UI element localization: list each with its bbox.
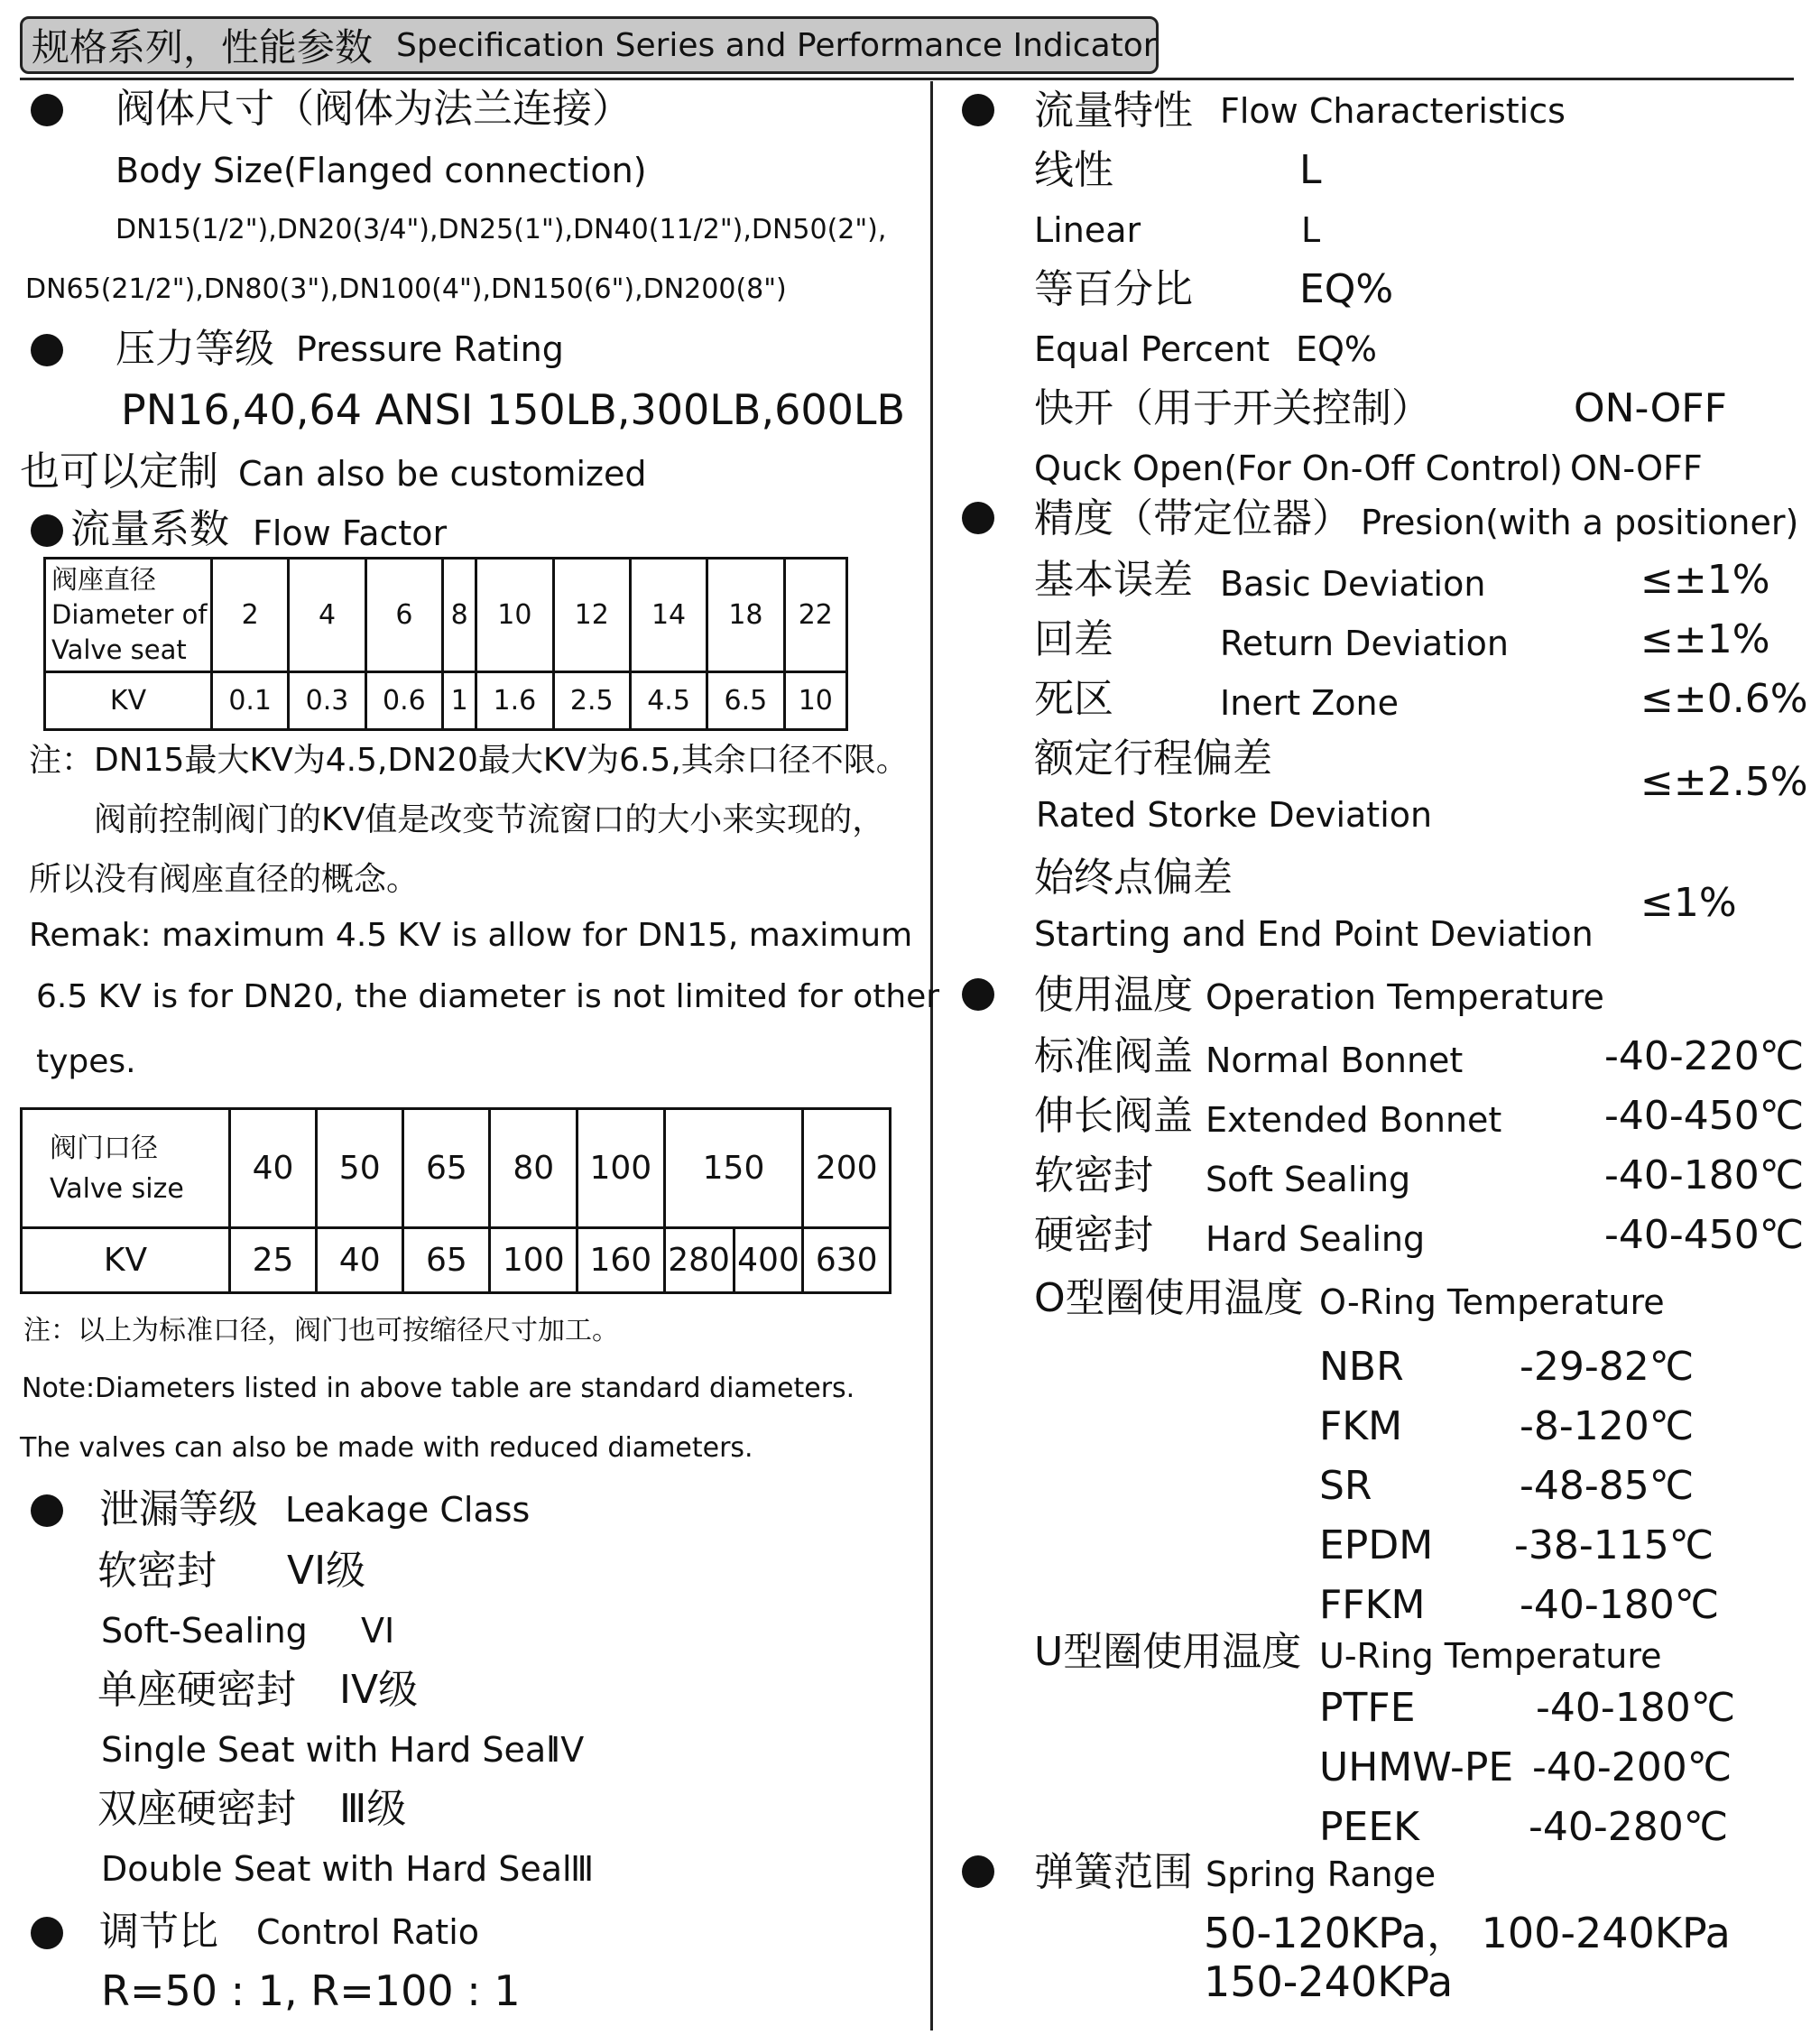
- temp-row-en: Normal Bonnet: [1206, 1041, 1464, 1080]
- temp-row-val: -40-450℃: [1604, 1093, 1805, 1139]
- kv-cell: 400: [734, 1228, 803, 1293]
- size-cell: 200: [803, 1109, 891, 1228]
- bullet-icon: [31, 334, 63, 366]
- table-row: [45, 672, 847, 730]
- kv-cell: 630: [803, 1228, 891, 1293]
- pressure-title-en: Pressure Rating: [296, 329, 564, 369]
- return-en: Return Deviation: [1220, 624, 1509, 663]
- dead-zh: 死区: [1034, 676, 1113, 722]
- seat-label-cell: [45, 559, 212, 672]
- control-ratio-title-zh: 调节比: [99, 1909, 218, 1955]
- kv-cell: 0.6: [365, 672, 442, 730]
- kv-cell: 160: [577, 1228, 665, 1293]
- uring-name: PEEK: [1319, 1804, 1419, 1850]
- temp-title-zh: 使用温度: [1034, 972, 1193, 1018]
- size-cell: 80: [490, 1109, 577, 1228]
- seat-label-en2: Valve seat: [51, 634, 187, 666]
- kv-cell: 4.5: [630, 672, 707, 730]
- seat-cell: 4: [289, 559, 365, 672]
- bullet-icon: [962, 978, 994, 1011]
- pressure-value: PN16,40,64 ANSI 150LB,300LB,600LB: [121, 385, 906, 434]
- rated-zh: 额定行程偏差: [1034, 735, 1272, 782]
- table-row: [22, 1109, 891, 1228]
- size-cell: 65: [403, 1109, 490, 1228]
- flow-note-zh-3: 所以没有阀座直径的概念。: [29, 861, 420, 898]
- leakage-soft-en: Soft-Sealing: [101, 1611, 308, 1651]
- seat-label-zh: 阀座直径: [51, 563, 157, 595]
- eq-en: Equal Percent: [1034, 329, 1270, 369]
- oring-val: -8-120℃: [1520, 1403, 1695, 1449]
- temp-row-en: Hard Sealing: [1206, 1219, 1426, 1259]
- valve-label-en: Valve size: [50, 1172, 184, 1205]
- flow-factor-title-en: Flow Factor: [253, 513, 448, 553]
- kv-cell: 2.5: [553, 672, 630, 730]
- kv-label-cell: KV: [22, 1228, 230, 1293]
- leakage-title-en: Leakage Class: [285, 1490, 531, 1530]
- temp-row-zh: 硬密封: [1034, 1212, 1153, 1258]
- leakage-double-en-val: Ⅲ: [570, 1849, 595, 1889]
- eq-en-val: EQ%: [1296, 329, 1378, 369]
- oring-name: EPDM: [1319, 1522, 1434, 1568]
- flow-note-en-3: types.: [36, 1043, 136, 1080]
- seat-cell: 18: [707, 559, 784, 672]
- leakage-soft-en-val: VI: [361, 1611, 395, 1651]
- linear-zh-val: L: [1299, 147, 1322, 193]
- temp-row-en: Soft Sealing: [1206, 1160, 1411, 1199]
- rated-val: ≤±2.5%: [1640, 759, 1808, 805]
- bullet-icon: [962, 94, 994, 126]
- uring-val: -40-200℃: [1532, 1744, 1732, 1790]
- seat-cell: 8: [443, 559, 476, 672]
- seat-cell: 10: [476, 559, 553, 672]
- flow-factor-title-zh: 流量系数: [70, 506, 229, 552]
- header-title-zh: 规格系列，性能参数: [32, 25, 374, 69]
- oring-val: -40-180℃: [1520, 1582, 1720, 1628]
- seat-cell: 22: [784, 559, 846, 672]
- size-cell: 40: [229, 1109, 316, 1228]
- oring-val: -38-115℃: [1514, 1522, 1714, 1568]
- bullet-icon: [31, 1494, 63, 1527]
- bullet-icon: [31, 94, 63, 126]
- leakage-single-zh: 单座硬密封: [97, 1667, 296, 1713]
- linear-en-val: L: [1301, 210, 1321, 250]
- kv-cell: 40: [317, 1228, 403, 1293]
- flow-note-zh-1: 注：DN15最大KV为4.5,DN20最大KV为6.5,其余口径不限。: [29, 742, 909, 779]
- kv-label-cell: KV: [45, 672, 212, 730]
- precision-title-zh: 精度（带定位器）: [1034, 495, 1352, 541]
- return-zh: 回差: [1034, 616, 1113, 662]
- size-note-zh: 注：以上为标准口径，阀门也可按缩径尺寸加工。: [23, 1315, 619, 1346]
- quick-zh-val: ON-OFF: [1574, 385, 1727, 431]
- quick-zh: 快开（用于开关控制）: [1034, 385, 1431, 431]
- flow-char-title-en: Flow Characteristics: [1220, 91, 1566, 131]
- table-row: [45, 559, 847, 672]
- body-size-title-zh: 阀体尺寸（阀体为法兰连接）: [115, 86, 632, 132]
- leakage-single-en: Single Seat with Hard Seal: [101, 1730, 556, 1770]
- temp-row-val: -40-450℃: [1604, 1212, 1805, 1258]
- quick-en-val: ON-OFF: [1570, 449, 1703, 488]
- kv-cell: 280: [664, 1228, 734, 1293]
- flow-note-zh-2: 阀前控制阀门的KV值是改变节流窗口的大小来实现的，: [94, 801, 885, 838]
- temp-row-val: -40-220℃: [1604, 1033, 1805, 1079]
- temp-row-en: Extended Bonnet: [1206, 1100, 1502, 1140]
- kv-cell: 100: [490, 1228, 577, 1293]
- leakage-soft-zh-val: VI级: [287, 1548, 366, 1594]
- temp-row-zh: 伸长阀盖: [1034, 1093, 1193, 1139]
- quick-en: Quck Open(For On-Off Control): [1034, 449, 1563, 488]
- eq-zh-val: EQ%: [1299, 266, 1394, 312]
- bullet-icon: [962, 502, 994, 534]
- temp-row-val: -40-180℃: [1604, 1152, 1805, 1198]
- body-size-title-en: Body Size(Flanged connection): [115, 151, 647, 190]
- leakage-double-zh: 双座硬密封: [97, 1786, 296, 1832]
- pressure-title-zh: 压力等级: [115, 326, 274, 372]
- dead-en: Inert Zone: [1220, 683, 1400, 723]
- precision-title-en: Presion(with a positioner): [1361, 503, 1799, 542]
- body-size-line1: DN15(1/2"),DN20(3/4"),DN25(1"),DN40(11/2"),DN50(2"),: [115, 214, 887, 245]
- oring-name: FFKM: [1319, 1582, 1426, 1628]
- dead-val: ≤±0.6%: [1640, 676, 1808, 722]
- spring-title-en: Spring Range: [1206, 1855, 1437, 1894]
- temp-row-zh: 标准阀盖: [1034, 1033, 1193, 1079]
- table-row: [22, 1228, 891, 1293]
- oring-val: -29-82℃: [1520, 1344, 1695, 1390]
- header-title-en: Specification Series and Performance Indicator: [396, 26, 1157, 64]
- spring-line1: 50-120KPa， 100-240KPa: [1204, 1909, 1731, 1957]
- linear-en: Linear: [1034, 210, 1141, 250]
- seat-cell: 12: [553, 559, 630, 672]
- basic-zh: 基本误差: [1034, 557, 1193, 603]
- linear-zh: 线性: [1034, 147, 1113, 193]
- valve-kv-table: [20, 1107, 892, 1294]
- valve-label-zh: 阀门口径: [50, 1132, 158, 1164]
- leakage-single-en-val: IV: [550, 1730, 585, 1770]
- spring-title-zh: 弹簧范围: [1034, 1849, 1193, 1895]
- eq-zh: 等百分比: [1034, 266, 1193, 312]
- kv-cell: 65: [403, 1228, 490, 1293]
- valve-label-cell: [22, 1109, 230, 1228]
- uring-title-en: U-Ring Temperature: [1319, 1636, 1662, 1676]
- size-cell: 100: [577, 1109, 665, 1228]
- leakage-double-en: Double Seat with Hard Seal: [101, 1849, 572, 1889]
- size-cell: 50: [317, 1109, 403, 1228]
- seat-label-en1: Diameter of: [51, 598, 208, 630]
- bullet-icon: [962, 1855, 994, 1888]
- seat-cell: 6: [365, 559, 442, 672]
- page-header: [20, 16, 1159, 74]
- leakage-soft-zh: 软密封: [97, 1548, 217, 1594]
- spring-line2: 150-240KPa: [1204, 1957, 1454, 2006]
- return-val: ≤±1%: [1640, 616, 1770, 662]
- oring-name: SR: [1319, 1463, 1372, 1509]
- start-en: Starting and End Point Deviation: [1034, 914, 1594, 954]
- seat-kv-table: [43, 557, 848, 731]
- size-note-en-1: Note:Diameters listed in above table are standard diameters.: [22, 1373, 855, 1404]
- uring-val: -40-280℃: [1529, 1804, 1729, 1850]
- oring-title-zh: O型圈使用温度: [1034, 1275, 1304, 1321]
- custom-zh: 也可以定制: [20, 449, 218, 495]
- basic-val: ≤±1%: [1640, 557, 1770, 603]
- flow-char-title-zh: 流量特性: [1034, 88, 1193, 134]
- leakage-single-zh-val: IV级: [339, 1667, 419, 1713]
- leakage-double-zh-val: Ⅲ级: [339, 1786, 407, 1832]
- basic-en: Basic Deviation: [1220, 564, 1486, 604]
- temp-row-zh: 软密封: [1034, 1152, 1153, 1198]
- oring-val: -48-85℃: [1520, 1463, 1695, 1509]
- seat-cell: 2: [212, 559, 289, 672]
- header-divider: [20, 78, 1794, 80]
- kv-cell: 25: [229, 1228, 316, 1293]
- custom-en: Can also be customized: [238, 454, 647, 494]
- leakage-title-zh: 泄漏等级: [99, 1486, 258, 1532]
- control-ratio-value: R=50 : 1, R=100 : 1: [101, 1966, 521, 2015]
- start-zh: 始终点偏差: [1034, 855, 1233, 901]
- bullet-icon: [31, 514, 63, 547]
- uring-name: UHMW-PE: [1319, 1744, 1514, 1790]
- oring-name: NBR: [1319, 1344, 1404, 1390]
- kv-cell: 10: [784, 672, 846, 730]
- oring-name: FKM: [1319, 1403, 1403, 1449]
- kv-cell: 6.5: [707, 672, 784, 730]
- uring-val: -40-180℃: [1536, 1685, 1736, 1731]
- kv-cell: 0.3: [289, 672, 365, 730]
- uring-name: PTFE: [1319, 1685, 1416, 1731]
- size-cell: 150: [664, 1109, 803, 1228]
- start-val: ≤1%: [1640, 880, 1737, 926]
- kv-cell: 1: [443, 672, 476, 730]
- kv-cell: 0.1: [212, 672, 289, 730]
- oring-title-en: O-Ring Temperature: [1319, 1282, 1665, 1322]
- flow-note-en-2: 6.5 KV is for DN20, the diameter is not limited for other: [36, 978, 940, 1015]
- control-ratio-title-en: Control Ratio: [256, 1912, 479, 1952]
- bullet-icon: [31, 1917, 63, 1949]
- column-divider: [930, 81, 933, 2030]
- size-note-en-2: The valves can also be made with reduced diameters.: [20, 1432, 753, 1464]
- rated-en: Rated Storke Deviation: [1036, 795, 1433, 835]
- body-size-line2: DN65(21/2"),DN80(3"),DN100(4"),DN150(6"),DN200(8"): [25, 273, 787, 305]
- seat-cell: 14: [630, 559, 707, 672]
- temp-title-en: Operation Temperature: [1206, 977, 1604, 1017]
- kv-cell: 1.6: [476, 672, 553, 730]
- uring-title-zh: U型圈使用温度: [1034, 1629, 1302, 1675]
- flow-note-en-1: Remak: maximum 4.5 KV is allow for DN15, maximum: [29, 917, 913, 954]
